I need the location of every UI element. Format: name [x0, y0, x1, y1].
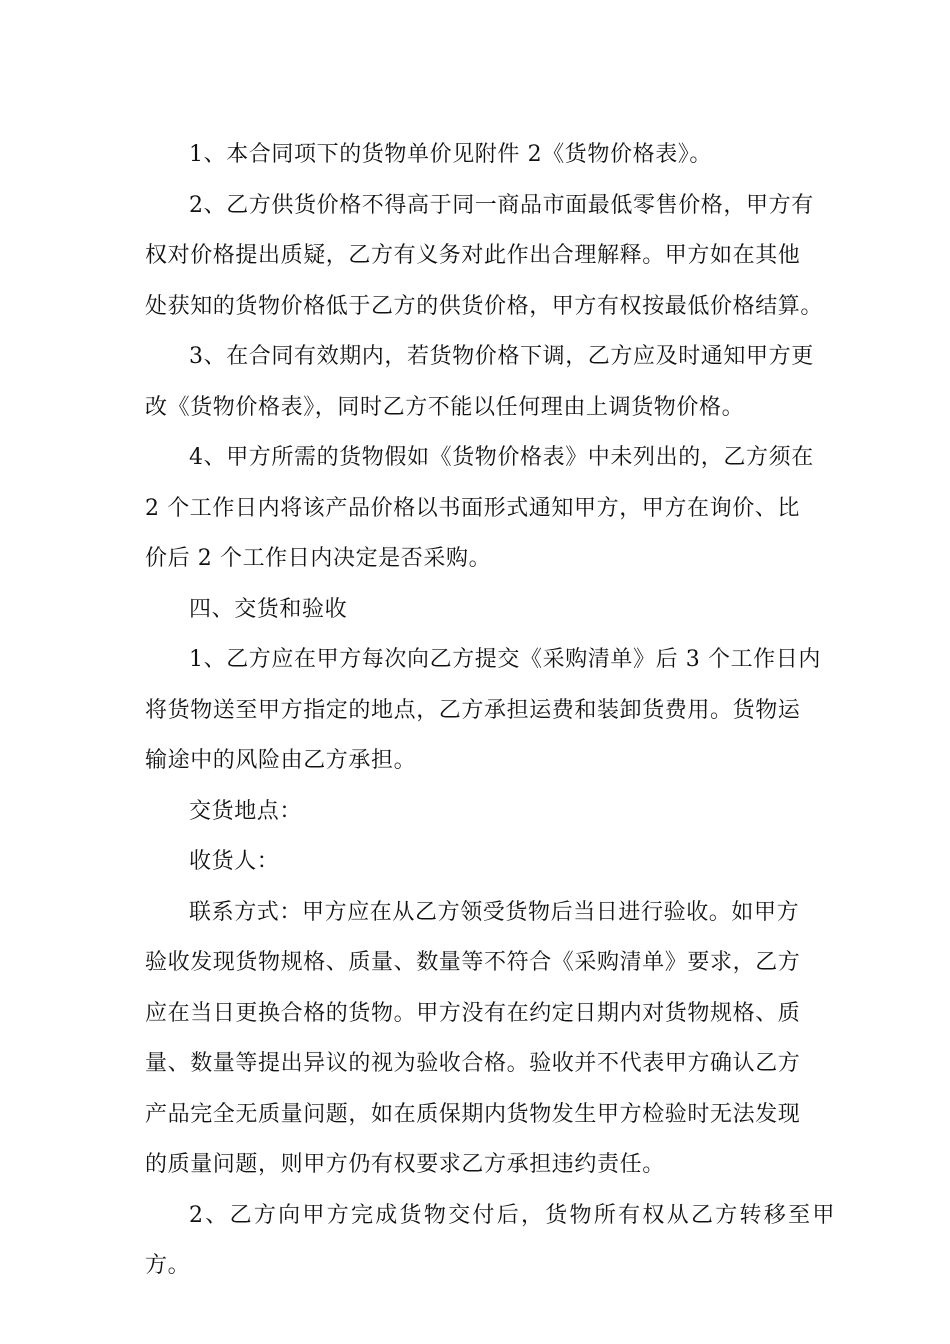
text-line: 产品完全无质量问题，如在质保期内货物发生甲方检验时无法发现 — [145, 1101, 801, 1127]
text-line: 交货地点： — [189, 798, 303, 824]
delivery-clause-2 — [145, 1191, 835, 1292]
consignee-label — [145, 837, 835, 888]
text-line: 四、交货和验收 — [189, 596, 348, 622]
text-line: 联系方式：甲方应在从乙方领受货物后当日进行验收。如甲方 — [189, 899, 800, 925]
price-clause-1 — [145, 130, 835, 181]
text-line: 应在当日更换合格的货物。甲方没有在约定日期内对货物规格、质 — [145, 1000, 801, 1026]
text-line: 4、甲方所需的货物假如《货物价格表》中未列出的，乙方须在 — [189, 445, 814, 470]
text-line: 处获知的货物价格低于乙方的供货价格，甲方有权按最低价格结算。 — [145, 293, 824, 319]
text-line: 将货物送至甲方指定的地点，乙方承担运费和装卸货费用。货物运 — [145, 697, 801, 723]
section-heading — [145, 585, 835, 636]
text-line: 3、在合同有效期内，若货物价格下调，乙方应及时通知甲方更 — [189, 344, 814, 369]
text-line: 输途中的风险由乙方承担。 — [145, 748, 417, 773]
text-line: 价后 2 个工作日内决定是否采购。 — [145, 546, 492, 571]
delivery-location-label — [145, 787, 835, 838]
text-line: 1、乙方应在甲方每次向乙方提交《采购清单》后 3 个工作日内 — [189, 647, 821, 672]
contract-text-body — [145, 130, 835, 1292]
contact-and-inspection — [145, 888, 835, 1191]
text-line: 2 个工作日内将该产品价格以书面形式通知甲方，甲方在询价、比 — [145, 495, 800, 521]
text-line: 1、本合同项下的货物单价见附件 2《货物价格表》。 — [189, 142, 712, 167]
text-line: 权对价格提出质疑，乙方有义务对此作出合理解释。甲方如在其他 — [145, 243, 801, 268]
text-line: 改《货物价格表》，同时乙方不能以任何理由上调货物价格。 — [145, 394, 745, 420]
text-line: 验收发现货物规格、质量、数量等不符合《采购清单》要求，乙方 — [145, 950, 801, 975]
text-line: 2、乙方向甲方完成货物交付后，货物所有权从乙方转移至甲方。 — [145, 1202, 835, 1278]
text-line: 2、乙方供货价格不得高于同一商品市面最低零售价格，甲方有 — [189, 192, 814, 218]
delivery-clause-1 — [145, 635, 835, 787]
price-clause-2 — [145, 181, 835, 333]
text-line: 收货人： — [189, 849, 280, 874]
price-clause-3 — [145, 332, 835, 433]
text-line: 量、数量等提出异议的视为验收合格。验收并不代表甲方确认乙方 — [145, 1051, 801, 1076]
price-clause-4 — [145, 433, 835, 585]
text-line: 的质量问题，则甲方仍有权要求乙方承担违约责任。 — [145, 1152, 665, 1177]
